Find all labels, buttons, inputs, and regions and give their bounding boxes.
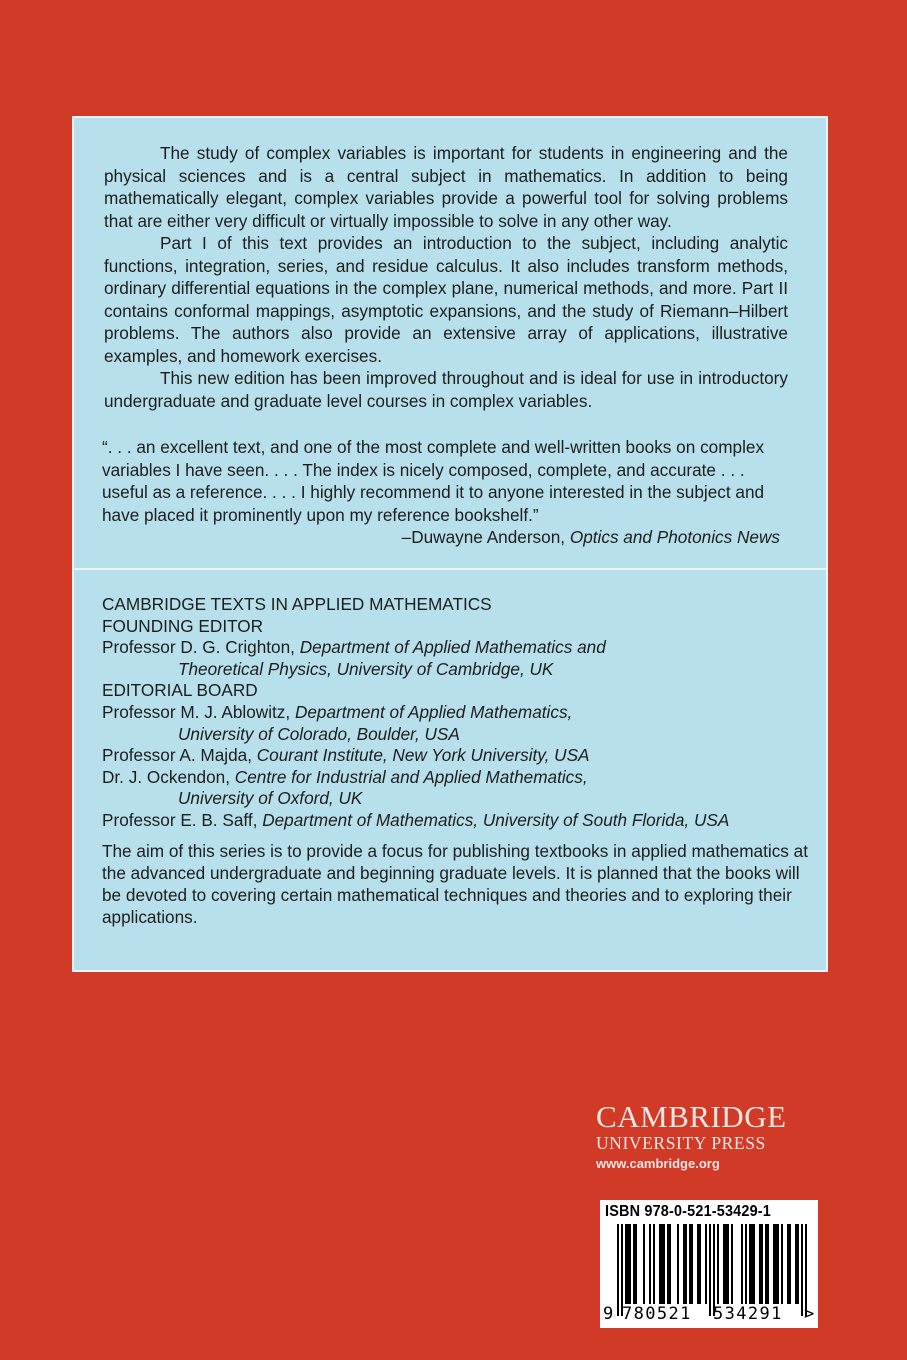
description-paragraph: This new edition has been improved throughout and is ideal for use in introductory undergraduate and graduate level courses in complex variables. bbox=[104, 368, 788, 411]
board-member-affiliation: Department of Applied Mathematics, bbox=[294, 701, 573, 722]
founding-editor-heading: FOUNDING EDITOR bbox=[102, 615, 264, 636]
founding-editor bbox=[102, 637, 818, 659]
editor-name: Professor D. G. Crighton, bbox=[102, 637, 295, 658]
barcode-guard-bar bbox=[801, 1224, 803, 1316]
barcode-bar bbox=[767, 1224, 769, 1304]
barcode-bar bbox=[667, 1224, 669, 1304]
barcode-bar bbox=[751, 1224, 753, 1304]
barcode-bar bbox=[781, 1224, 783, 1304]
barcode-bar bbox=[795, 1224, 797, 1304]
barcode-bar bbox=[705, 1224, 707, 1304]
barcode-guard-bar bbox=[621, 1224, 623, 1316]
barcode-guard-bar bbox=[709, 1224, 711, 1316]
barcode-bar bbox=[775, 1224, 777, 1304]
barcode-guard-bar bbox=[617, 1224, 619, 1316]
barcode-bar bbox=[749, 1224, 751, 1304]
barcode-bar bbox=[643, 1224, 645, 1304]
board-member-name: Professor M. J. Ablowitz, bbox=[102, 701, 291, 722]
barcode-bar bbox=[741, 1224, 743, 1304]
barcode-bar bbox=[689, 1224, 691, 1304]
book-description bbox=[104, 142, 788, 412]
editorial-board-heading: EDITORIAL BOARD bbox=[102, 680, 258, 701]
barcode-bar bbox=[727, 1224, 729, 1304]
barcode-bar bbox=[745, 1224, 747, 1304]
publisher-press: UNIVERSITY PRESS bbox=[596, 1133, 766, 1153]
barcode-bar bbox=[627, 1224, 629, 1304]
barcode-bar bbox=[677, 1224, 679, 1304]
barcode-bar bbox=[699, 1224, 701, 1304]
review-publication: Optics and Photonics News bbox=[569, 527, 780, 547]
board-member-name: Professor A. Majda, bbox=[102, 745, 252, 766]
barcode-bar bbox=[629, 1224, 631, 1304]
barcode-bar bbox=[753, 1224, 755, 1304]
barcode-digits-right: 534291 bbox=[713, 1304, 783, 1324]
series-info bbox=[102, 594, 818, 945]
barcode-bar bbox=[777, 1224, 779, 1304]
barcode-bar bbox=[663, 1224, 665, 1304]
board-member-name: Dr. J. Ockendon, bbox=[102, 766, 231, 787]
barcode-bar bbox=[789, 1224, 791, 1304]
series-title: CAMBRIDGE TEXTS IN APPLIED MATHEMATICS bbox=[102, 594, 492, 614]
board-member-affiliation: Courant Institute, New York University, USA bbox=[256, 745, 590, 766]
board-member bbox=[102, 767, 818, 789]
barcode-digits-left: 780521 bbox=[622, 1304, 692, 1324]
barcode-guard-bar bbox=[805, 1224, 807, 1316]
barcode-bar bbox=[633, 1224, 635, 1304]
barcode-bar bbox=[765, 1224, 767, 1304]
series-panel bbox=[72, 570, 828, 972]
barcode-lead-digit: 9 bbox=[603, 1304, 614, 1324]
publisher-name: CAMBRIDGE bbox=[596, 1099, 787, 1134]
review-quote: “. . . an excellent text, and one of the most complete and well-written books on complex variables I have seen. . . . The index is nicely composed, complete, and accurate . . . useful as a reference. . . . I highly recommend it to anyone interested in the subject and have placed it prominently upon my reference bookshelf.” bbox=[102, 437, 765, 525]
isbn-barcode bbox=[600, 1200, 818, 1328]
reviewer-name: –Duwayne Anderson, bbox=[401, 527, 566, 547]
series-aim: The aim of this series is to provide a focus for publishing textbooks in applied mathematics at the advanced undergraduate and beginning graduate levels. It is planned that the books will be devoted to covering certain mathematical techniques and theories and to exploring their applications. bbox=[102, 840, 808, 927]
editor-affiliation: Department of Applied Mathematics and bbox=[299, 637, 606, 658]
description-panel bbox=[72, 116, 828, 570]
barcode-bar bbox=[797, 1224, 799, 1304]
review-attribution bbox=[102, 526, 792, 549]
barcode-bar bbox=[697, 1224, 699, 1304]
barcode-bar bbox=[691, 1224, 693, 1304]
barcode-bar bbox=[731, 1224, 733, 1304]
publisher-logo bbox=[596, 1100, 826, 1171]
barcode-bar bbox=[625, 1224, 627, 1304]
board-member-name: Professor E. B. Saff, bbox=[102, 809, 258, 830]
barcode-bar bbox=[685, 1224, 687, 1304]
barcode-bar bbox=[717, 1224, 719, 1304]
barcode-bar bbox=[787, 1224, 789, 1304]
board-member-affiliation-continued: University of Oxford, UK bbox=[178, 788, 363, 809]
barcode-guard-bar bbox=[713, 1224, 715, 1316]
board-member-affiliation: Department of Mathematics, University of South Florida, USA bbox=[262, 809, 730, 830]
barcode-bar bbox=[669, 1224, 671, 1304]
barcode-bar bbox=[659, 1224, 661, 1304]
barcode-bar bbox=[759, 1224, 761, 1304]
board-member-affiliation-continued: University of Colorado, Boulder, USA bbox=[178, 723, 460, 744]
description-paragraph: The study of complex variables is important for students in engineering and the physical sciences and is a central subject in mathematics. In addition to being mathematically elegant, complex variables provide a powerful tool for solving problems that are either very difficult or virtually impossible to solve in any other way. bbox=[104, 143, 788, 231]
barcode-bar bbox=[653, 1224, 655, 1304]
publisher-url: www.cambridge.org bbox=[596, 1156, 720, 1171]
barcode-bar bbox=[661, 1224, 663, 1304]
isbn-label: ISBN 978-0-521-53429-1 bbox=[605, 1203, 771, 1220]
board-member-affiliation: Centre for Industrial and Applied Mathematics, bbox=[234, 766, 588, 787]
board-member bbox=[102, 745, 818, 767]
description-paragraph: Part I of this text provides an introduction to the subject, including analytic functions, integration, series, and residue calculus. It also includes transform methods, ordinary differential equations in the complex plane, numerical methods, and more. Part II contains conformal mappings, asymptotic expansions, and the study of Riemann–Hilbert problems. The authors also provide an extensive array of applications, illustrative examples, and homework exercises. bbox=[104, 233, 788, 366]
board-member bbox=[102, 810, 818, 832]
barcode-bar bbox=[635, 1224, 637, 1304]
barcode-bar bbox=[723, 1224, 725, 1304]
barcode-bar bbox=[725, 1224, 727, 1304]
barcode-bar bbox=[761, 1224, 763, 1304]
editor-affiliation-continued: Theoretical Physics, University of Cambridge, UK bbox=[178, 658, 554, 679]
barcode-bar bbox=[649, 1224, 651, 1304]
board-member bbox=[102, 702, 818, 724]
review-quote-block bbox=[102, 436, 792, 549]
barcode-bar bbox=[773, 1224, 775, 1304]
barcode-end-mark: > bbox=[804, 1304, 815, 1324]
barcode-bar bbox=[683, 1224, 685, 1304]
